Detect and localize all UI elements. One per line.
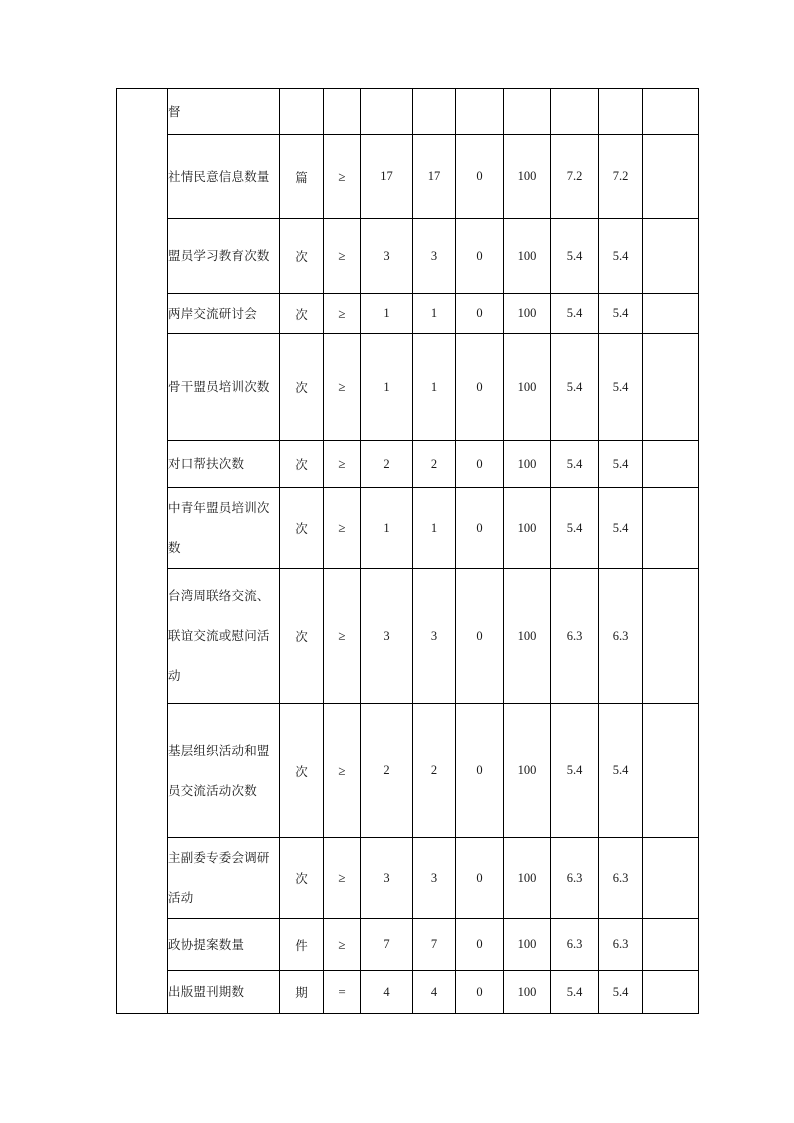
table-row [117,135,699,219]
unit-cell: 次 [280,569,324,704]
indicator-name-cell: 对口帮扶次数 [168,441,280,488]
note-cell [643,334,699,441]
symbol-cell: ≥ [324,219,361,294]
difference-cell: 0 [456,135,504,219]
symbol-cell: ≥ [324,135,361,219]
actual-value-cell: 7 [413,919,456,971]
unit-cell: 件 [280,919,324,971]
weight-cell: 5.4 [551,704,599,838]
indicator-name-cell: 骨干盟员培训次数 [168,334,280,441]
target-value-cell: 3 [361,219,413,294]
weight-cell: 5.4 [551,441,599,488]
note-cell [643,219,699,294]
note-cell [643,704,699,838]
symbol-cell: ≥ [324,334,361,441]
indicator-name-cell: 盟员学习教育次数 [168,219,280,294]
actual-value-cell: 3 [413,838,456,919]
unit-cell: 次 [280,294,324,334]
indicator-name-cell: 政协提案数量 [168,919,280,971]
actual-value-cell [413,89,456,135]
table-row [117,441,699,488]
completion-rate-cell: 100 [504,219,551,294]
symbol-cell: ≥ [324,569,361,704]
difference-cell: 0 [456,919,504,971]
score-cell: 5.4 [599,441,643,488]
score-cell: 6.3 [599,569,643,704]
unit-cell: 次 [280,441,324,488]
weight-cell: 5.4 [551,488,599,569]
score-cell: 6.3 [599,919,643,971]
score-cell: 5.4 [599,704,643,838]
completion-rate-cell: 100 [504,334,551,441]
weight-cell: 5.4 [551,219,599,294]
completion-rate-cell: 100 [504,704,551,838]
weight-cell [551,89,599,135]
score-cell: 6.3 [599,838,643,919]
target-value-cell: 1 [361,488,413,569]
indicator-name-cell: 基层组织活动和盟员交流活动次数 [168,704,280,838]
actual-value-cell: 2 [413,704,456,838]
unit-cell: 次 [280,334,324,441]
table-row [117,334,699,441]
note-cell [643,838,699,919]
completion-rate-cell: 100 [504,441,551,488]
symbol-cell: ≥ [324,441,361,488]
completion-rate-cell [504,89,551,135]
difference-cell: 0 [456,704,504,838]
weight-cell: 6.3 [551,838,599,919]
difference-cell [456,89,504,135]
indicator-name-cell: 督 [168,89,280,135]
note-cell [643,441,699,488]
difference-cell: 0 [456,294,504,334]
score-cell: 5.4 [599,971,643,1014]
note-cell [643,294,699,334]
target-value-cell: 2 [361,441,413,488]
actual-value-cell: 1 [413,488,456,569]
table-row [117,488,699,569]
difference-cell: 0 [456,441,504,488]
symbol-cell: = [324,971,361,1014]
weight-cell: 5.4 [551,971,599,1014]
symbol-cell: ≥ [324,919,361,971]
completion-rate-cell: 100 [504,919,551,971]
difference-cell: 0 [456,488,504,569]
symbol-cell: ≥ [324,294,361,334]
note-cell [643,569,699,704]
completion-rate-cell: 100 [504,569,551,704]
table-row [117,294,699,334]
target-value-cell: 1 [361,334,413,441]
indicator-name-cell: 中青年盟员培训次数 [168,488,280,569]
target-value-cell: 4 [361,971,413,1014]
performance-indicator-table [116,88,699,1014]
score-cell: 7.2 [599,135,643,219]
target-value-cell: 2 [361,704,413,838]
note-cell [643,971,699,1014]
table-row [117,919,699,971]
difference-cell: 0 [456,569,504,704]
difference-cell: 0 [456,971,504,1014]
target-value-cell [361,89,413,135]
weight-cell: 6.3 [551,919,599,971]
table-row [117,89,699,135]
table-body [117,89,699,1014]
score-cell [599,89,643,135]
unit-cell: 次 [280,219,324,294]
unit-cell [280,89,324,135]
weight-cell: 5.4 [551,294,599,334]
actual-value-cell: 2 [413,441,456,488]
indicator-name-cell: 主副委专委会调研活动 [168,838,280,919]
completion-rate-cell: 100 [504,488,551,569]
actual-value-cell: 1 [413,294,456,334]
actual-value-cell: 4 [413,971,456,1014]
table-row [117,971,699,1014]
completion-rate-cell: 100 [504,838,551,919]
note-cell [643,135,699,219]
weight-cell: 6.3 [551,569,599,704]
note-cell [643,89,699,135]
indicator-name-cell: 两岸交流研讨会 [168,294,280,334]
symbol-cell [324,89,361,135]
difference-cell: 0 [456,838,504,919]
score-cell: 5.4 [599,488,643,569]
difference-cell: 0 [456,219,504,294]
weight-cell: 5.4 [551,334,599,441]
target-value-cell: 3 [361,569,413,704]
unit-cell: 次 [280,838,324,919]
left-margin-cell [117,89,168,1014]
score-cell: 5.4 [599,334,643,441]
table-row [117,704,699,838]
indicator-name-cell: 社情民意信息数量 [168,135,280,219]
symbol-cell: ≥ [324,838,361,919]
actual-value-cell: 17 [413,135,456,219]
unit-cell: 期 [280,971,324,1014]
unit-cell: 次 [280,704,324,838]
weight-cell: 7.2 [551,135,599,219]
target-value-cell: 17 [361,135,413,219]
score-cell: 5.4 [599,219,643,294]
symbol-cell: ≥ [324,704,361,838]
unit-cell: 次 [280,488,324,569]
actual-value-cell: 3 [413,569,456,704]
completion-rate-cell: 100 [504,294,551,334]
symbol-cell: ≥ [324,488,361,569]
unit-cell: 篇 [280,135,324,219]
actual-value-cell: 1 [413,334,456,441]
completion-rate-cell: 100 [504,971,551,1014]
table-row [117,569,699,704]
note-cell [643,488,699,569]
actual-value-cell: 3 [413,219,456,294]
indicator-name-cell: 出版盟刊期数 [168,971,280,1014]
score-cell: 5.4 [599,294,643,334]
difference-cell: 0 [456,334,504,441]
target-value-cell: 3 [361,838,413,919]
indicator-name-cell: 台湾周联络交流、联谊交流或慰问活动 [168,569,280,704]
table-row [117,219,699,294]
table-row [117,838,699,919]
target-value-cell: 7 [361,919,413,971]
completion-rate-cell: 100 [504,135,551,219]
target-value-cell: 1 [361,294,413,334]
note-cell [643,919,699,971]
